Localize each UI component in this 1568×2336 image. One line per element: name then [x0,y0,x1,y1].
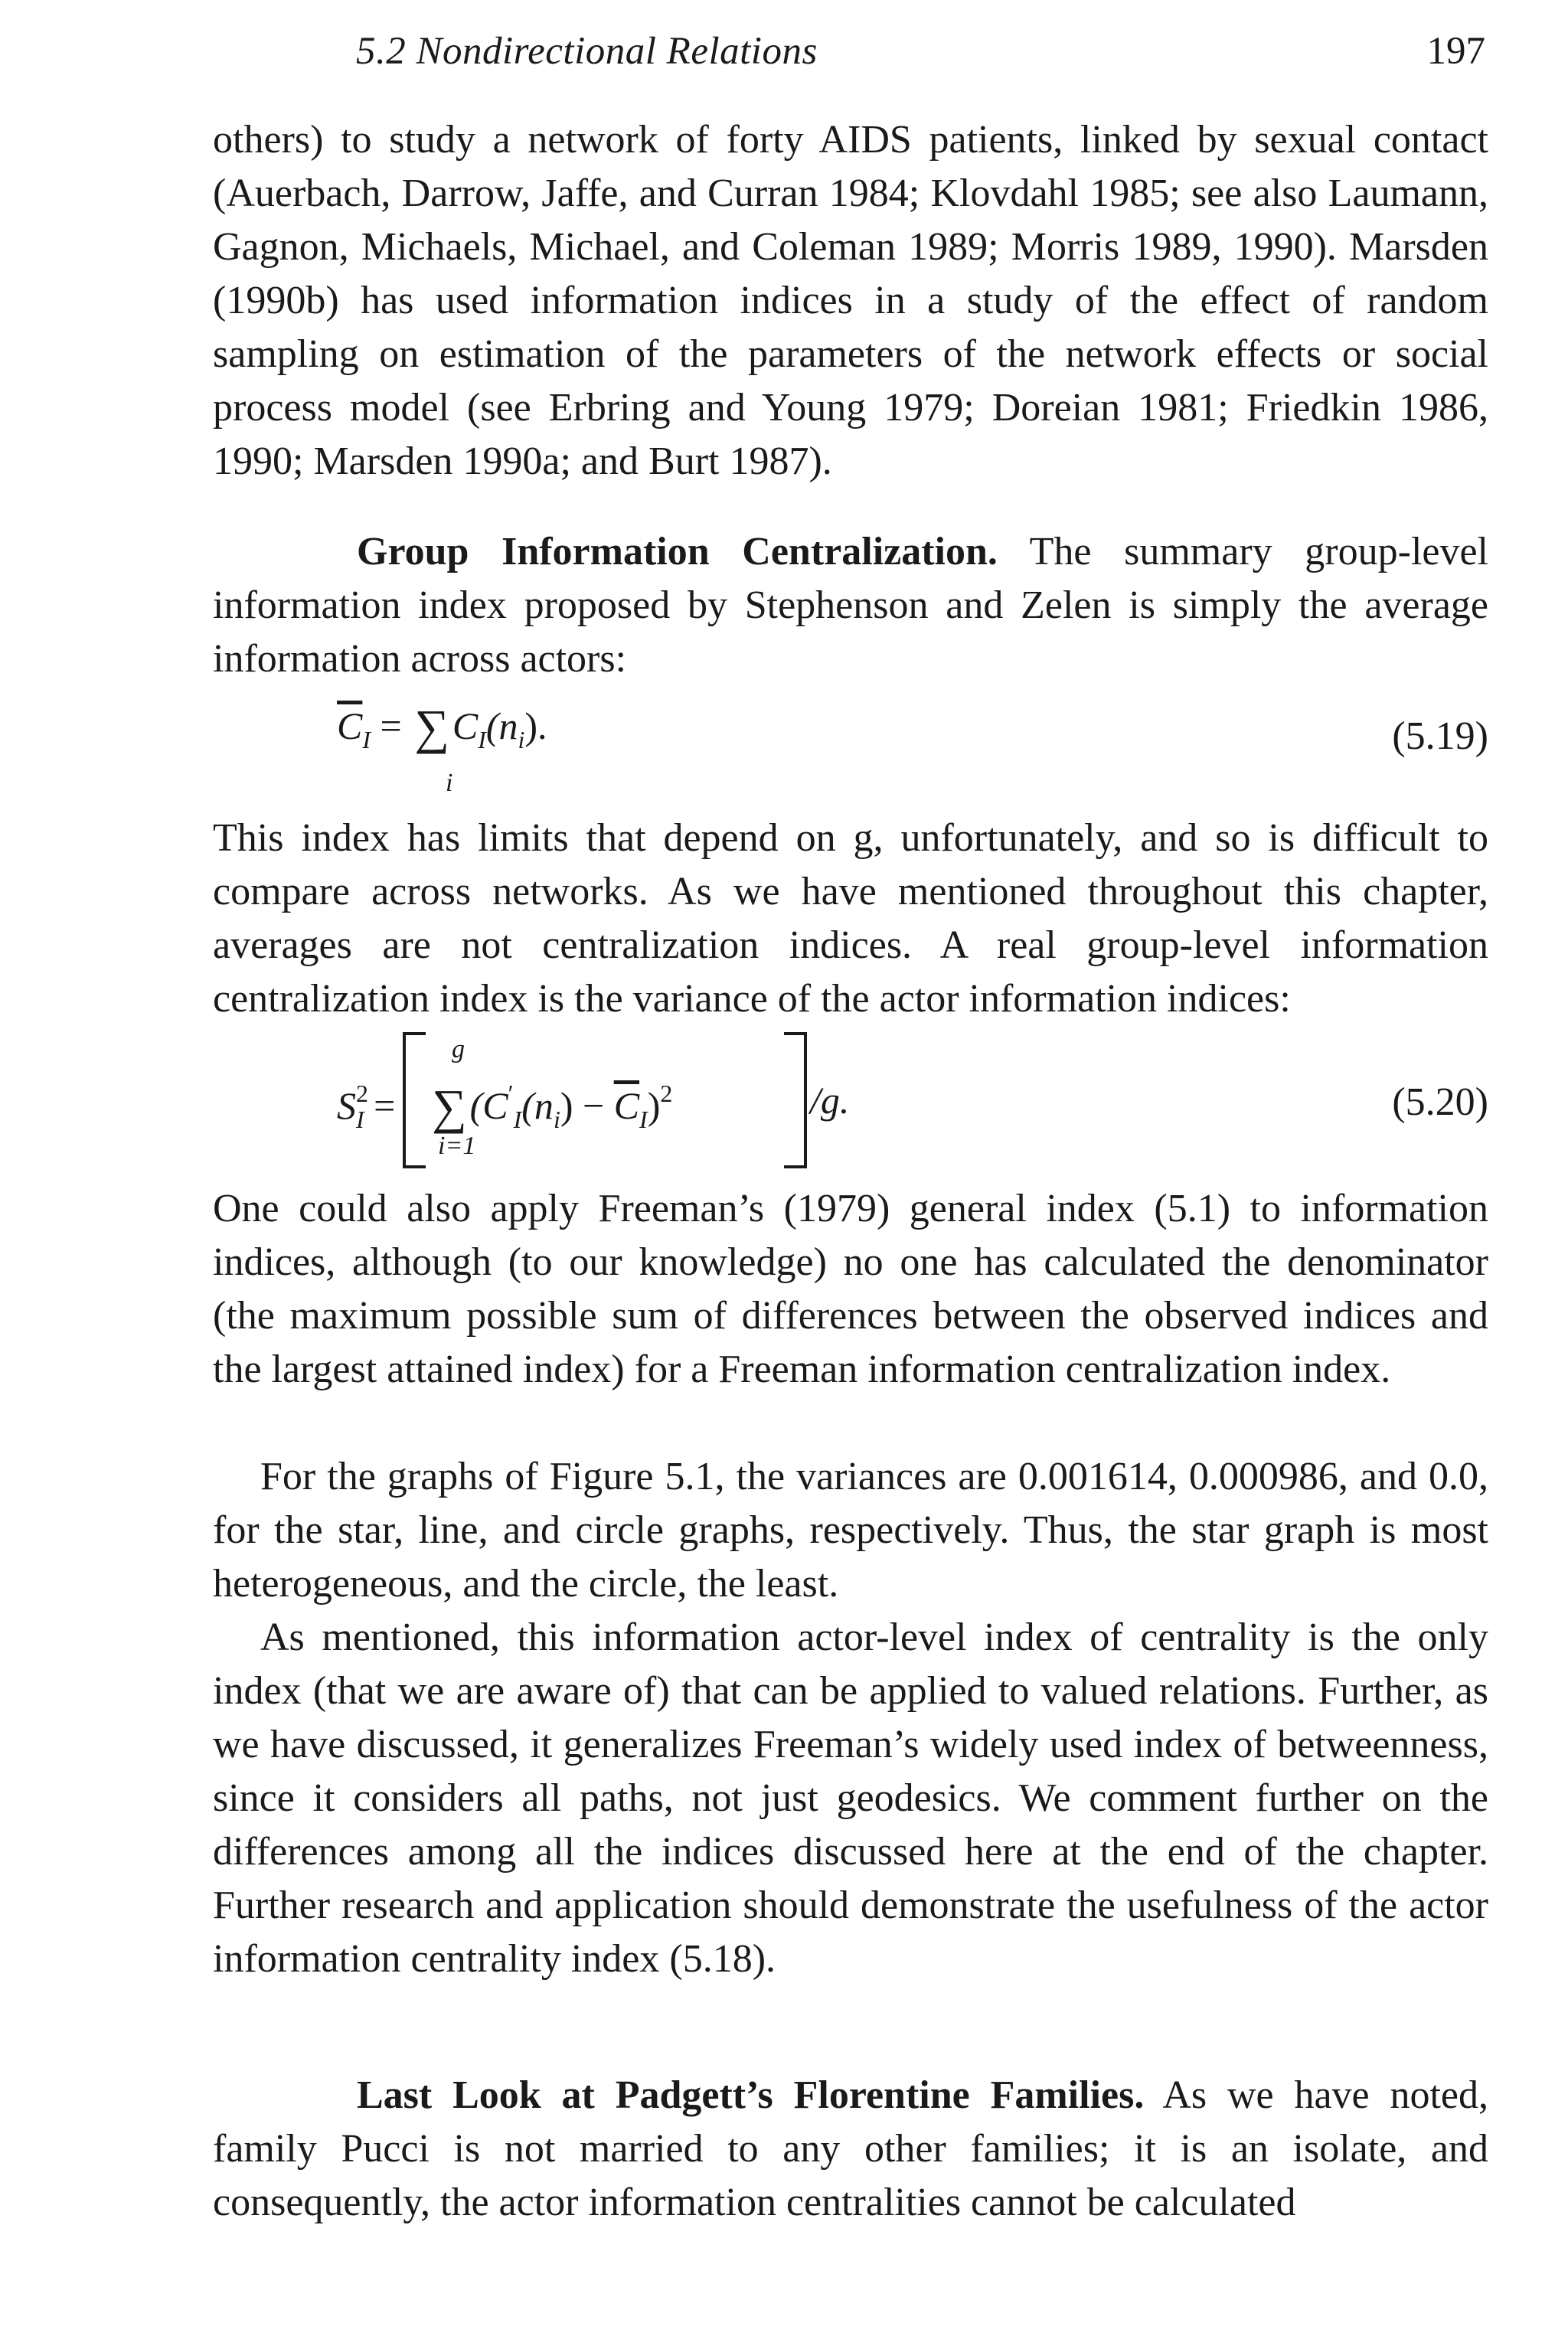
eq1-term-sub: I [478,726,486,753]
paragraph-index-limits: This index has limits that depend on g, unfortunately, and so is difficult to compare across networks. As we have mentioned throughout this chapter, averages are not centralization indices. A real group-level information centralization index is the variance of the actor information indices: [213,816,1488,1021]
eq2-lhs-symbol: S [337,1084,356,1127]
eq2-term-mid: ) − [560,1084,614,1127]
eq2-term-sub: I [513,1106,522,1133]
eq2-divisor [810,1079,850,1122]
eq1-sum-index: i [446,769,453,797]
eq2-sigma: ∑ [432,1080,467,1134]
eq1-term-arg: (n [485,704,518,747]
paragraph-variances: For the graphs of Figure 5.1, the variances are 0.001614, 0.000986, and 0.0, for the star, line, and circle graphs, respectively. Thus, the star graph is most heterogeneous, and the circle, the least. [213,1455,1488,1606]
paragraph-group-information-centralization [213,525,1488,686]
eq2-term-sup: 2 [660,1080,673,1107]
paragraph-body-group-information: The summary group-level information index proposed by Stephenson and Zelen is simply the average information across actors: [213,530,1488,681]
eq2-upper-limit: g [452,1035,465,1063]
eq1-term-close: ). [524,704,547,747]
equation-5-20 [337,1081,395,1132]
eq2-right-bracket [784,1032,807,1168]
eq1-equals: = [380,704,402,747]
page-number: 197 [1426,30,1485,73]
paragraph-aids-network: others) to study a network of forty AIDS patients, linked by sexual contact (Auerbach, Darrow, Jaffe, and Curran 1984; Klovdahl 1985; see also Laumann, Gagnon, Michaels, Michael, and Coleman 1989; Morris 1989, 1990). Marsden (1990b) has used information indices in a study of the effect of random sampling on estimation of the parameters of the network effects or social process model (see Erbring and Young 1979; Doreian 1981; Friedkin 1986, 1990; Marsden 1990a; and Burt 1987). [213,118,1488,483]
eq1-lhs-sub: I [362,726,371,753]
run-in-heading-group-information: Group Information Centralization. [357,530,998,573]
eq2-term-arg-sub: i [553,1106,560,1133]
eq1-term-arg-sub: i [518,726,525,753]
paragraph-freeman-index: One could also apply Freeman’s (1979) general index (5.1) to information indices, although (to our knowledge) no one has calculated the denominator (the maximum possible sum of differences between the observed indices and the largest attained index) for a Freeman information centralization index. [213,1187,1488,1391]
running-head: 5.2 Nondirectional Relations [356,30,818,73]
equation-5-20-body [429,1081,672,1132]
paragraph-padgett-florentine [213,2069,1488,2230]
eq2-term-prime: ′ [508,1080,514,1107]
run-in-heading-padgett: Last Look at Padgett’s Florentine Families. [357,2073,1145,2117]
paragraph-body-padgett: As we have noted, family Pucci is not married to any other families; it is an isolate, and consequently, the actor information centralities cannot be calculated [213,2073,1488,2224]
eq1-sigma: ∑ [414,700,449,754]
eq1-lhs-symbol: $\overline{C}$ [337,704,363,747]
equation-number-5-19: (5.19) [1392,714,1488,758]
eq2-term-close: ) [647,1084,661,1127]
eq2-lhs-sup: 2 [356,1080,368,1107]
eq2-term-arg: (n [521,1084,554,1127]
eq2-divisor-text: /g. [810,1079,850,1122]
paragraph-actor-level-index: As mentioned, this information actor-level index of centrality is the only index (that we are aware of) that can be applied to valued relations. Further, as we have discussed, it generalizes Freeman’s widely used index of betweenness, since it considers all paths, not just geodesics. We comment further on the differences among all the indices discussed here at the end of the chapter. Further research and application should demonstrate the usefulness of the actor information centrality index (5.18). [213,1616,1488,1981]
eq2-mean-symbol: $\overline{C}$ [613,1084,640,1127]
eq1-term: C [452,704,479,747]
eq2-mean-sub: I [639,1106,648,1133]
equation-number-5-20: (5.20) [1392,1080,1488,1124]
equation-5-19 [337,700,547,754]
eq2-lower-limit: i=1 [438,1132,476,1160]
eq2-left-bracket [403,1032,426,1168]
eq2-term-open: (C [469,1084,508,1127]
eq2-lhs-sub: I [356,1106,364,1133]
eq2-equals: = [374,1084,396,1127]
